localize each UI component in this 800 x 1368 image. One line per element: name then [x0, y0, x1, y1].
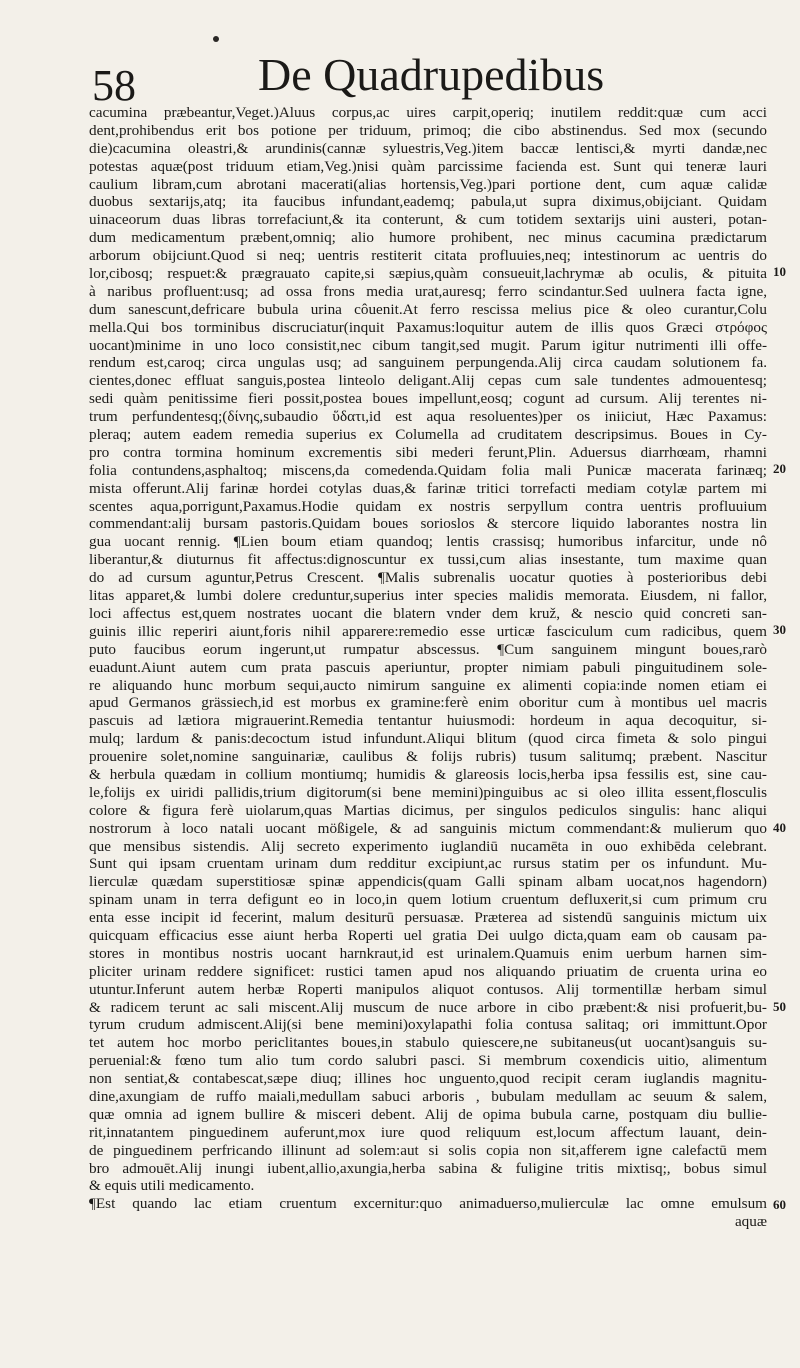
text-line: loci affectus est,quem nostrates uocant die blatern vnder dem kruž, & nescio quid concreti san-: [89, 604, 767, 622]
text-line: nostrorum à loco natali uocant mößigele, & ad sanguinis mictum commendant:& mulierum quo: [89, 819, 767, 837]
text-line: & herbula quædam in collium montiumq; humidis & glareosis locis,herba ipsa fessilis est, sine cau-: [89, 765, 767, 783]
text-line: Sunt qui ipsam cruentam urinam dum redditur excipiunt,ac rursus statim per os infundunt. Mu-: [89, 855, 767, 873]
text-line: sedi quàm penitissime fieri possit,postea boues impellunt,eosq; cogunt ad cursum. Alij terentes ni-: [89, 390, 767, 408]
text-line: dent,prohibendus erit bos potione per triduum, primoq; die cibo abstinendus. Sed mox (secundo: [89, 121, 767, 139]
text-line: rendum est,caroq; circa ungulas usq; ad sanguinem perpungenda.Alij circa caudam solutionem fa.: [89, 354, 767, 372]
text-line: uocant)minime in uno loco consistit,nec cibum tangit,sed mugit. Parum igitur nutrimenti illi offe-: [89, 336, 767, 354]
text-line: re aliquando hunc morbum sequi,aucto nimirum sanguine ex alimenti copia:inde nomen etiam ei: [89, 676, 767, 694]
text-line: liberantur,& diuturnus fit affectus:dignoscuntur ex tussi,cum alias insestante, tum maxime quan: [89, 551, 767, 569]
text-line: stores in montibus nostris uocant harnkraut,id est urinalem.Quamuis enim uerbum harnen sim-: [89, 944, 767, 962]
text-line: peruenial:& fœno tum alio tum cordo salubri pasci. Si membrum coxendicis uitio, alimentum: [89, 1052, 767, 1070]
text-line: do ad cursum aguntur,Petrus Crescent. ¶Malis subrenalis uocatur quoties à posterioribus debi: [89, 569, 767, 587]
margin-line-number: 20: [773, 461, 786, 476]
page-number: 58: [92, 61, 136, 110]
text-line: guinis illic reperiri aiunt,foris nihil apparere:remedio esse urticæ fasciculum cum radicibus, quem: [89, 622, 767, 640]
text-line: potestas aquæ(post triduum etiam,Veg.)nisi quàm parcissime facienda est. Sunt qui teneræ lauri: [89, 157, 767, 175]
text-line: cientes,donec effluat sanguis,postea linteolo deligant.Alij cepas cum sale tundentes admouentesq;: [89, 372, 767, 390]
text-line: rit,innatantem pinguedinem auferunt,mox iure quod reliquum est,locum affectum lauant, dein-: [89, 1123, 767, 1141]
text-line: quæ omnia ad ignem bullire & misceri debent. Alij de opima bubula carne, postquam diu bullie-: [89, 1105, 767, 1123]
margin-line-number: 10: [773, 264, 786, 279]
text-line: prouenire solet,nomine sanguinariæ, caulibus & folijs rubris) tusum salitumq; præbent. Nascitur: [89, 748, 767, 766]
text-line: die)cacumina oleastri,& arundinis(cannæ syluestris,Veg.)item baccæ lentisci,& myrti dandæ,nec: [89, 139, 767, 157]
text-line: quicquam efficacius esse aiunt herba Roperti uel gratia Dei uulgo dicta,quam eam ob causam pa-: [89, 926, 767, 944]
text-line: spinam unam in terra defigunt eo in loco,in quem lotium cruentum defluxerit,si cum primum cru: [89, 891, 767, 909]
text-line: lierculæ quædam superstitiosæ spinæ appendicis(quam Galli spinam albam uocat,nos hagendorn): [89, 873, 767, 891]
text-line: mista offerunt.Alij farinæ hordei cotylas duas,& farinæ tritici torrefacti mediam cotylæ partem mi: [89, 479, 767, 497]
text-line: & equis utili medicamento.: [89, 1177, 255, 1195]
text-line: commendant:alij bursam pastoris.Quidam boues sorioslos & stercore liquido laborantes nostra lin: [89, 515, 767, 533]
margin-line-number: 50: [773, 999, 786, 1014]
text-line: dum medicamentum præbent,omniq; alio humore prohibent, nec minus cacumina prædictarum: [89, 229, 767, 247]
text-line: mella.Qui bos torminibus discruciatur(inquit Paxamus:loquitur autem de illis quos Græci στρόφος: [89, 318, 767, 336]
text-line: puto faucibus eorum ingerunt,ut rumpatur abscessus. ¶Cum sanguinem mingunt boues,rarò: [89, 640, 767, 658]
text-line: caulium libram,cum abrotani macerati(alias hortensis,Veg.)pari portione dent, cum aquæ calidæ: [89, 175, 767, 193]
text-line: uinaceorum duas libras torrefaciunt,& ita conterunt, & cum totidem sextarijs uini austeri, potan-: [89, 211, 767, 229]
margin-line-number: 40: [773, 820, 786, 835]
text-line: pro contra tormina hominum excrementis sibi mederi ferunt,Plin. Aduersus diarrhœam, rhamni: [89, 443, 767, 461]
body-text: [89, 104, 767, 1231]
text-line: tet autem hoc morbo periclitantes boues,in stabulo quiescere,ne subitaneus(ut uocant)sanguis su-: [89, 1034, 767, 1052]
ink-dot: [213, 36, 219, 42]
text-line: lor,cibosq; respuet:& prægrauato capite,si sæpius,quàm consueuit,lachrymæ ab oculis, & pituita: [89, 265, 767, 283]
text-line: de pinguedinem perfricando illinunt ad solem:aut si solis copia non sit,afferem igne calefactū mem: [89, 1141, 767, 1159]
text-line: cacumina præbeantur,Veget.)Aluus corpus,ac uires carpit,operiq; inutilem reddit:quæ cum acci: [89, 104, 767, 121]
text-line: tyrum crudum admiscent.Alij(si bene memini)oxylapathi folia contusa salitaq; ori immittunt.Opor: [89, 1016, 767, 1034]
text-line: ¶Est quando lac etiam cruentum excernitur:quo animaduerso,mulierculæ lac omne emulsum: [89, 1195, 767, 1213]
text-line: gua uocant rennig. ¶Lien boum etiam quandoq; lentis crassisq; humoribus infarcitur, unde nô: [89, 533, 767, 551]
text-line: enta esse incipit id fecerint, malum desiturū persuasæ. Præterea ad sistendū sanguinis mictum uix: [89, 909, 767, 927]
text-line: dine,axungiam de ruffo maiali,medullam sabuci arboris , bubulam medullam ac seuum & salem,: [89, 1087, 767, 1105]
text-line: pliciter urinam reddere significet: rustici tamen apud nos aliquando priuatim de cruenta urina eo: [89, 962, 767, 980]
text-line: bro admouēt.Alij inungi iubent,allio,axungia,herba sabina & fuligine tritis mixtisq;, bobus simul: [89, 1159, 767, 1177]
running-head: De Quadrupedibus: [258, 49, 605, 100]
margin-line-number: 30: [773, 622, 786, 637]
text-line: utuntur.Inferunt autem herbæ Roperti manipulos aliquot contusos. Alij tormentillæ herbam simul: [89, 980, 767, 998]
text-line: mulq; lardum & panis:decoctum istud infundunt.Aliqui blitum (quod circa fimeta & solo pingui: [89, 730, 767, 748]
text-line: colore & figura ferè uiolarum,quas Martias dicimus, per singulos pediculos singulis: hanc aliqui: [89, 801, 767, 819]
text-line: folia contundens,asphaltoq; miscens,da comedenda.Quidam folia mali Punicæ macerata farinæq;: [89, 461, 767, 479]
text-line: que mensibus sistendis. Alij secreto experimento iuglandiū nucamēta in ouo exhibēda celebrant.: [89, 837, 767, 855]
text-line: euadunt.Aiunt autem cum prata pascuis aperiuntur, propter nimiam pabuli pinguitudinem sole-: [89, 658, 767, 676]
text-line: dum sanescunt,defricare bubula urina côuenit.At ferro rescissa melius pice & oleo curantur,Colu: [89, 300, 767, 318]
margin-line-number: 60: [773, 1197, 786, 1212]
text-line: & radicem terunt ac sali miscent.Alij muscum de nuce arbore in cibo præbent:& nisi profuerit,bu-: [89, 998, 767, 1016]
text-line: duobus sextarijs,atq; ita faucibus infundant,eademq; pabula,ut supra diximus,obijciant. Quidam: [89, 193, 767, 211]
text-line: apud Germanos grässiech,id est morbus ex gramine:ferè enim oboritur cum à montibus uel macris: [89, 694, 767, 712]
text-line: litas apparet,& lumbi dolere creduntur,superius inter species malidis memorata. Eiusdem, ni fallor,: [89, 587, 767, 605]
text-line: scentes aqua,porrigunt,Paxamus.Hodie quidam ex nostris serpyllum contra uentris profluuium: [89, 497, 767, 515]
text-line: pleraq; autem eadem remedia superius ex Columella ad cruditatem descripsimus. Boues in Cy-: [89, 426, 767, 444]
text-line: à naribus profluent:usq; ad ossa frons media urat,auresq; ferro scindantur.Sed uulnera facta igne,: [89, 282, 767, 300]
catchword: aquæ: [734, 1213, 767, 1231]
text-line: non sentiat,& contabescat,sæpe diuq; illines hoc unguento,quod recipit ceram iuglandis magnitu-: [89, 1070, 767, 1088]
text-line: trum perfundentesq;(δίνης,subaudio ὕδατι,id est aqua resoluentes)per os iniiciut, Hæc Paxamus:: [89, 408, 767, 426]
text-line: pascuis ad lætiora migrauerint.Remedia tentantur huiusmodi: hordeum in aqua decoquitur, si-: [89, 712, 767, 730]
text-line: le,folijs ex uiridi pallidis,trium digitorum(si bene memini)pinguibus ac si oleo illita essent,flosculis: [89, 783, 767, 801]
text-line: arborum obijciunt.Quod si neq; uentris restiterit citata profluuies,neq; intestinorum ac uentris do: [89, 247, 767, 265]
